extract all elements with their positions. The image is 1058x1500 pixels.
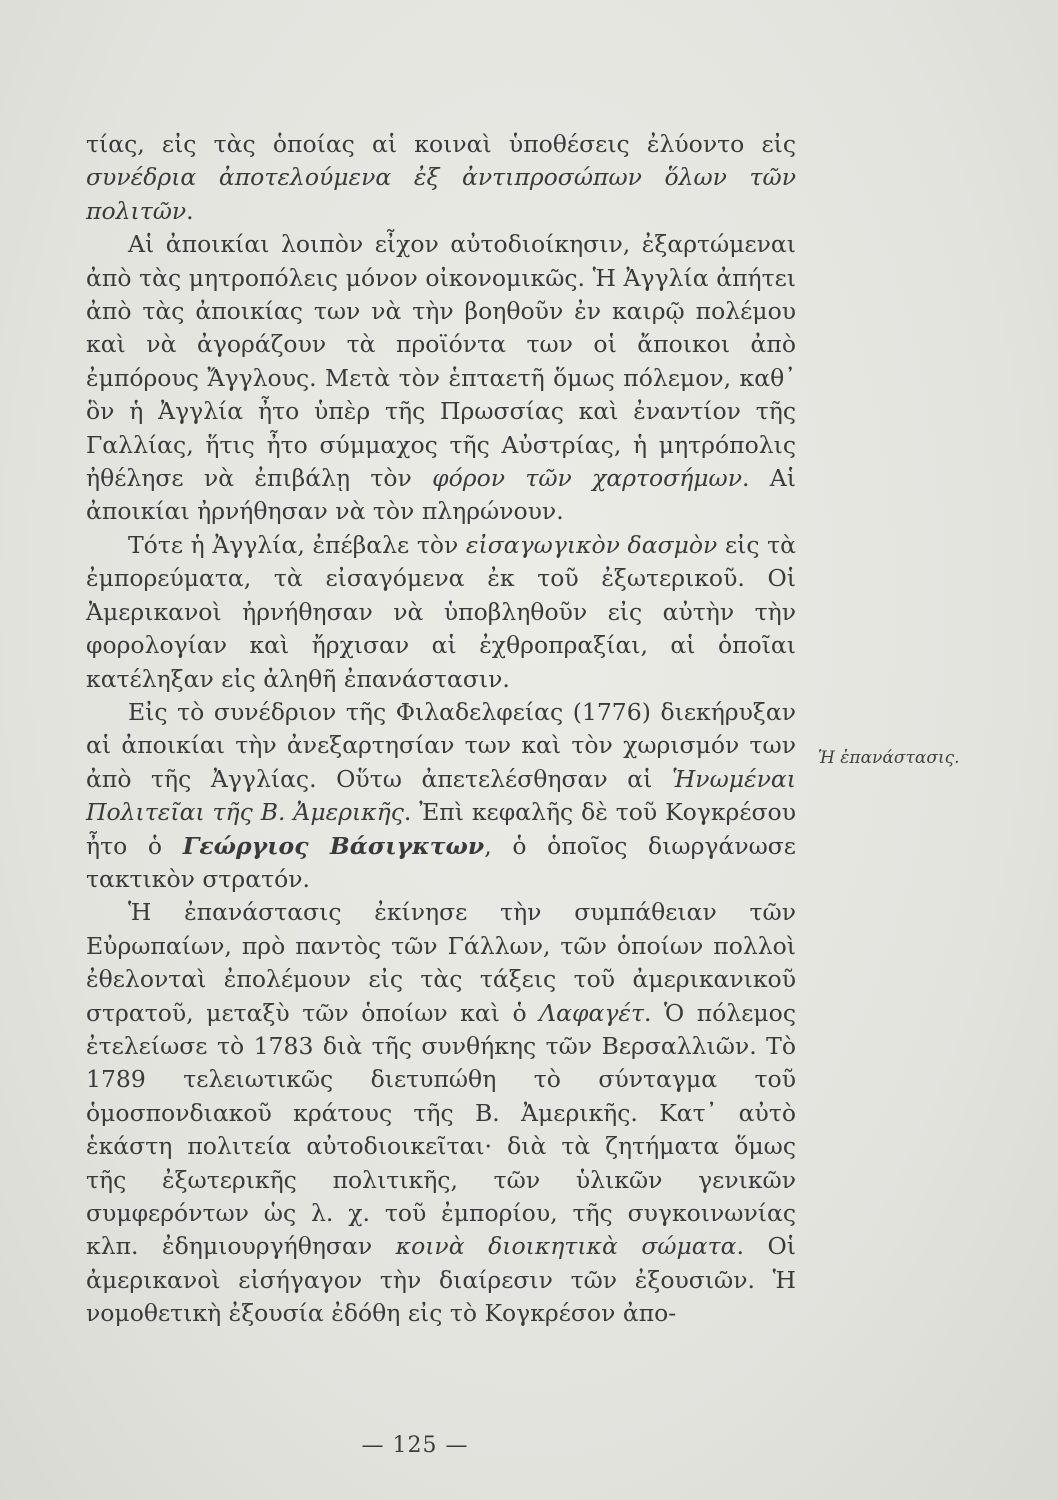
paragraph-5: Ἡ ἐπανάστασις ἐκίνησε τὴν συμπάθειαν τῶν Εὐρωπαίων, πρὸ παντὸς τῶν Γάλλων, τῶν ὁποίων πολλοὶ ἐθελονταὶ ἐπολέμουν εἰς τὰς τάξεις τοῦ ἀμερικανικοῦ στρατοῦ, μεταξὺ τῶν ὁποίων καὶ ὁ Λαφαγέτ. Ὁ πόλεμος ἐτελείωσε τὸ 1783 διὰ τῆς συνθήκης τῶν Βερσαλλιῶν. Τὸ 1789 τελειωτικῶς διετυπώθη τὸ σύνταγμα τοῦ ὁμοσπονδιακοῦ κράτους τῆς Β. Ἀμερικῆς. Κατ᾿ αὐτὸ ἑκάστη πολιτεία αὐτοδιοικεῖται· διὰ τὰ ζητήματα ὅμως τῆς ἐξωτερικῆς πολιτικῆς, τῶν ὑλικῶν γενικῶν συμφερόντων ὡς λ. χ. τοῦ ἐμπορίου, τῆς συγκοινωνίας κλπ. ἐδημιουργήθησαν κοινὰ διοικητικὰ σώματα. Οἱ ἀμερικανοὶ εἰσήγαγον τὴν διαίρεσιν τῶν ἐξουσιῶν. Ἡ νομοθετικὴ ἐξουσία ἐδόθη εἰς τὸ Κογκρέσον ἀπο- (86, 898, 797, 1328)
paragraph-2: Αἱ ἀποικίαι λοιπὸν εἶχον αὐτοδιοίκησιν, ἐξαρτώμεναι ἀπὸ τὰς μητροπόλεις μόνον οἰκονομικῶς. Ἡ Ἀγγλία ἀπήτει ἀπὸ τὰς ἀποικίας των νὰ τὴν βοηθοῦν ἐν καιρῷ πολέμου καὶ νὰ ἀγοράζουν τὰ προϊόντα των οἱ ἄποικοι ἀπὸ ἐμπόρους Ἄγγλους. Μετὰ τὸν ἑπταετῆ ὅμως πόλεμον, καθ᾿ ὃν ἡ Ἀγγλία ἦτο ὑπὲρ τῆς Πρωσσίας καὶ ἐναντίον τῆς Γαλλίας, ἥτις ἦτο σύμμαχος τῆς Αὐστρίας, ἡ μητρόπολις ἠθέλησε νὰ ἐπιβάλῃ τὸν φόρον τῶν χαρτοσήμων. Αἱ ἀποικίαι ἠρνήθησαν νὰ τὸν πληρώνουν. (86, 230, 796, 526)
paragraph-1: τίας, εἰς τὰς ὁποίας αἱ κοιναὶ ὑποθέσεις ἐλύοντο εἰς συνέδρια ἀποτελούμενα ἐξ ἀντιπροσώπων ὅλων τῶν πολιτῶν. (86, 130, 796, 225)
page-number: — 125 — (361, 1433, 469, 1458)
body-text (86, 128, 796, 1331)
margin-note: Ἡ ἐπανάστασις. (818, 748, 960, 768)
paragraph-3: Τότε ἡ Ἀγγλία, ἐπέβαλε τὸν εἰσαγωγικὸν δασμὸν εἰς τὰ ἐμπορεύματα, τὰ εἰσαγόμενα ἐκ τοῦ ἐξωτερικοῦ. Οἱ Ἀμερικανοὶ ἠρνήθησαν νὰ ὑποβληθοῦν εἰς αὐτὴν τὴν φορολογίαν καὶ ἤρχισαν αἱ ἐχθροπραξίαι, αἱ ὁποῖαι κατέληξαν εἰς ἀληθῆ ἐπανάστασιν. (86, 530, 796, 693)
washington-name: Γεώργιος Βάσιγκτων (182, 831, 485, 860)
paragraph-4: Εἰς τὸ συνέδριον τῆς Φιλαδελφείας (1776) διεκήρυξαν αἱ ἀποικίαι τὴν ἀνεξαρτησίαν των καὶ τὸν χωρισμόν των ἀπὸ τῆς Ἀγγλίας. Οὕτω ἀπετελέσθησαν αἱ Ἡνωμέναι Πολιτεῖαι τῆς Β. Ἀμερικῆς. Ἐπὶ κεφαλῆς δὲ τοῦ Κογκρέσου ἦτο ὁ Γεώργιος Βάσιγκτων, ὁ ὁποῖος διωργάνωσε τακτικὸν στρατόν. (86, 697, 796, 893)
